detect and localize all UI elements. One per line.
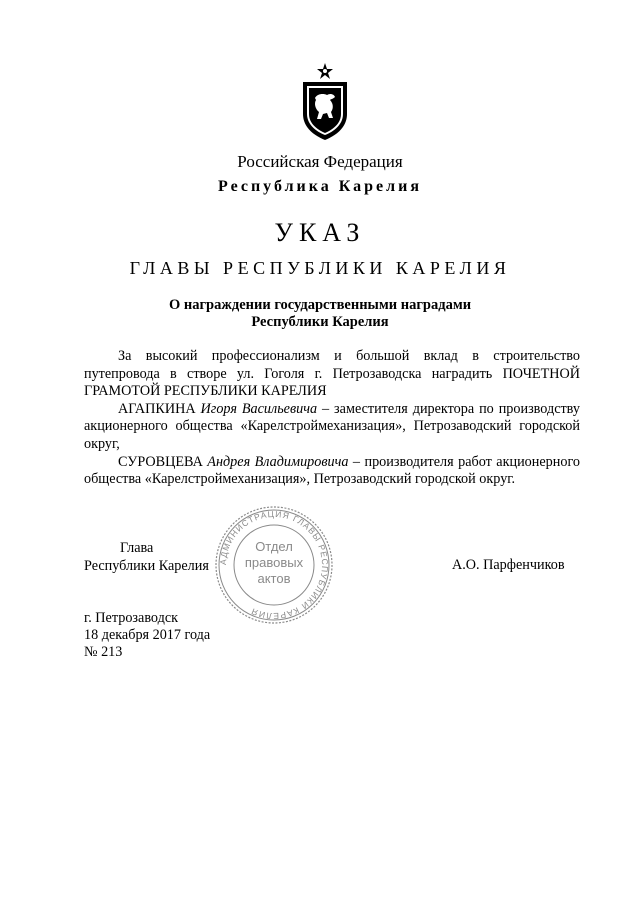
signatory-name: А.О. Парфенчиков [452,557,565,573]
republic-name: Республика Карелия [218,178,422,195]
country-name: Российская Федерация [237,152,403,171]
stamp-line-3: актов [257,571,291,586]
nominee-paragraph-2 [84,454,580,489]
stamp-outer-text: АДМИНИСТРАЦИЯ ГЛАВЫ РЕСПУБЛИКИ КАРЕЛИЯ [217,508,331,622]
subject-line-2: Республики Карелия [251,314,389,330]
subject-line-1: О награждении государственными наградами [168,297,472,313]
nominee-given-names: Игоря Васильевича [200,400,318,417]
intro-paragraph: За высокий профессионализм и большой вклад в строительство путепровода в створе ул. Гоголя г. Петрозаводска наградить ПОЧЕТНОЙ ГРАМОТОЙ РЕСПУБЛИКИ КАРЕЛИЯ [84,348,580,400]
signatory-title-line-1: Глава [120,540,154,556]
document-type: УКАЗ [274,218,366,247]
nominee-surname: АГАПКИНА [118,400,196,417]
official-stamp [214,505,334,625]
stamp-line-2: правовых [244,555,304,570]
nominee-description: – производителя работ акционерного общества «Карелстроймеханизация», Петрозаводский городской округ. [84,453,580,488]
place-of-signing: г. Петрозаводск [84,610,179,626]
stamp-line-1: Отдел [255,539,293,554]
signatory-title-line-2: Республики Карелия [84,558,209,574]
document-number: № 213 [84,644,123,660]
nominee-description: – заместителя директора по производству акционерного общества «Карелстроймеханизация», Петрозаводский городской округ, [84,400,580,452]
signatory-title [84,539,209,575]
document-author: ГЛАВЫ РЕСПУБЛИКИ КАРЕЛИЯ [129,258,511,278]
document-date: 18 декабря 2017 года [84,627,211,643]
nominee-given-names: Андрея Владимировича [207,453,349,470]
document-subject [0,297,640,331]
document-footer [84,610,210,661]
coat-of-arms-icon [297,62,353,142]
nominee-paragraph-1 [84,401,580,454]
nominee-surname: СУРОВЦЕВА [118,453,203,470]
document-body [84,348,580,489]
